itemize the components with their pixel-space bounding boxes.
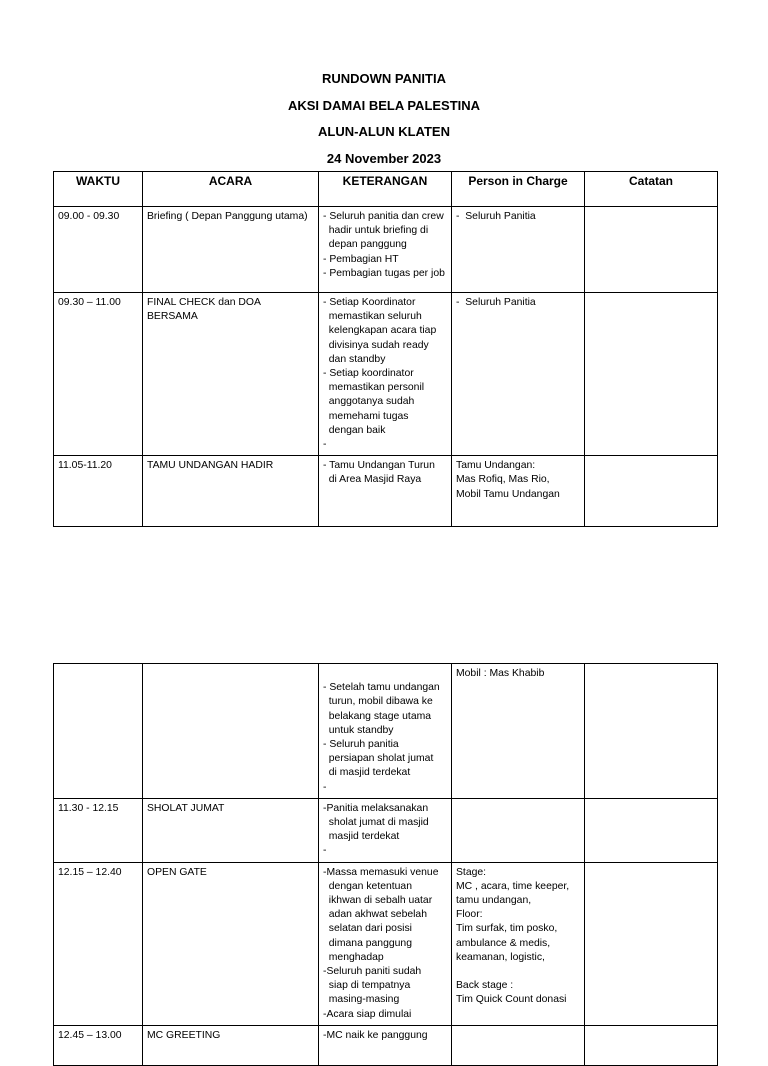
cell-keterangan-line: adan akhwat sebelah xyxy=(323,909,427,921)
cell-keterangan-line: selatan dari posisi xyxy=(323,923,412,935)
cell-keterangan-line: - Setiap koordinator xyxy=(323,368,414,380)
cell-pic-line: Back stage : xyxy=(456,980,514,992)
cell-keterangan-line: depan panggung xyxy=(323,239,407,251)
cell-acara: OPEN GATE xyxy=(143,862,319,1025)
cell-waktu: 09.30 – 11.00 xyxy=(54,293,143,456)
title-line-1: RUNDOWN PANITIA xyxy=(322,71,446,86)
cell-keterangan-line: ikhwan di sebalh uatar xyxy=(323,895,433,907)
cell-pic-line: - Seluruh Panitia xyxy=(456,297,536,308)
cell-keterangan xyxy=(319,456,452,527)
cell-keterangan-line: siap di tempatnya xyxy=(323,980,411,992)
cell-keterangan-line: memastikan personil xyxy=(323,382,425,394)
cell-keterangan-line: memastikan seluruh xyxy=(323,311,422,323)
cell-waktu: 12.15 – 12.40 xyxy=(54,862,143,1025)
cell-keterangan-line: kelengkapan acara tiap xyxy=(323,325,437,337)
cell-keterangan-line: - xyxy=(323,439,327,451)
cell-keterangan-line: - xyxy=(323,781,327,793)
cell-keterangan-line: -Panitia melaksanakan xyxy=(323,802,429,814)
cell-pic xyxy=(452,798,585,862)
cell-acara xyxy=(143,664,319,799)
cell-pic xyxy=(452,862,585,1025)
cell-keterangan-line: memehami tugas xyxy=(323,410,409,422)
cell-pic xyxy=(452,1025,585,1065)
cell-keterangan-line: -Massa memasuki venue xyxy=(323,866,439,878)
cell-keterangan-line: - Tamu Undangan Turun xyxy=(323,460,435,472)
cell-pic-line: Floor: xyxy=(456,909,483,921)
header-keterangan: KETERANGAN xyxy=(319,172,452,207)
cell-keterangan-line: persiapan sholat jumat xyxy=(323,753,434,765)
cell-pic xyxy=(452,456,585,527)
cell-pic-line: Mas Rofiq, Mas Rio, xyxy=(456,474,550,486)
title-line-2: AKSI DAMAI BELA PALESTINA xyxy=(287,97,481,113)
cell-waktu: 09.00 - 09.30 xyxy=(54,207,143,293)
cell-pic-line: - Seluruh Panitia xyxy=(456,211,536,222)
cell-keterangan-line: dengan baik xyxy=(323,424,386,436)
cell-keterangan-line: dimana panggung xyxy=(323,937,412,949)
cell-keterangan-line: -Acara siap dimulai xyxy=(323,1008,412,1020)
cell-keterangan-line: di Area Masjid Raya xyxy=(323,474,422,486)
cell-keterangan-line: anggotanya sudah xyxy=(323,396,415,408)
cell-catatan xyxy=(585,293,718,456)
cell-waktu xyxy=(54,664,143,799)
cell-keterangan-line: sholat jumat di masjid xyxy=(323,817,429,829)
header-catatan: Catatan xyxy=(585,172,718,207)
cell-catatan xyxy=(585,798,718,862)
header-acara: ACARA xyxy=(143,172,319,207)
cell-keterangan-line: hadir untuk briefing di xyxy=(323,225,429,237)
cell-keterangan-line: - Seluruh panitia dan crew xyxy=(323,211,444,222)
cell-pic-line: MC , acara, time keeper, xyxy=(456,880,570,892)
cell-acara: FINAL CHECK dan DOA BERSAMA xyxy=(143,293,319,456)
cell-keterangan-line: dan standby xyxy=(323,353,386,365)
cell-keterangan-line: - Seluruh panitia xyxy=(323,739,399,751)
rundown-table-page-1 xyxy=(53,171,718,527)
cell-waktu: 11.05-11.20 xyxy=(54,456,143,527)
table-header-row xyxy=(54,172,718,207)
document-title-block xyxy=(0,68,768,175)
cell-pic-line xyxy=(456,965,580,979)
cell-keterangan xyxy=(319,798,452,862)
cell-catatan xyxy=(585,1025,718,1065)
cell-keterangan-line: masing-masing xyxy=(323,994,400,1006)
cell-keterangan-line: divisinya sudah ready xyxy=(323,339,429,351)
cell-pic xyxy=(452,293,585,456)
cell-keterangan-line: masjid terdekat xyxy=(323,831,400,843)
cell-keterangan xyxy=(319,862,452,1025)
cell-keterangan xyxy=(319,664,452,799)
cell-acara: MC GREETING xyxy=(143,1025,319,1065)
cell-keterangan xyxy=(319,207,452,293)
cell-keterangan-line: - Pembagian HT xyxy=(323,253,399,265)
cell-pic xyxy=(452,664,585,799)
cell-waktu: 11.30 - 12.15 xyxy=(54,798,143,862)
cell-pic-line: keamanan, logistic, xyxy=(456,951,545,963)
cell-acara: SHOLAT JUMAT xyxy=(143,798,319,862)
cell-keterangan-line: di masjid terdekat xyxy=(323,767,411,779)
cell-keterangan-line: belakang stage utama xyxy=(323,710,432,722)
rundown-table-page-2 xyxy=(53,663,718,1066)
cell-pic-line: ambulance & medis, xyxy=(456,937,551,949)
cell-keterangan-line xyxy=(323,667,447,681)
table-row xyxy=(54,862,718,1025)
cell-pic-line: Mobil Tamu Undangan xyxy=(456,488,560,500)
cell-keterangan-line: - Pembagian tugas per job xyxy=(323,267,445,279)
cell-pic-line: Mobil : Mas Khabib xyxy=(456,668,545,679)
cell-keterangan xyxy=(319,293,452,456)
cell-acara: Briefing ( Depan Panggung utama) xyxy=(143,207,319,293)
table-row xyxy=(54,293,718,456)
cell-keterangan-line: dengan ketentuan xyxy=(323,880,412,892)
cell-keterangan-line: - xyxy=(323,845,327,857)
cell-acara: TAMU UNDANGAN HADIR xyxy=(143,456,319,527)
header-waktu: WAKTU xyxy=(54,172,143,207)
cell-pic-line: Tim surfak, tim posko, xyxy=(456,923,558,935)
cell-waktu: 12.45 – 13.00 xyxy=(54,1025,143,1065)
cell-catatan xyxy=(585,207,718,293)
cell-keterangan-line: -MC naik ke panggung xyxy=(323,1029,428,1041)
cell-catatan xyxy=(585,456,718,527)
table-row xyxy=(54,664,718,799)
table-row xyxy=(54,798,718,862)
cell-pic xyxy=(452,207,585,293)
cell-keterangan-line: - Setelah tamu undangan xyxy=(323,682,440,694)
cell-catatan xyxy=(585,664,718,799)
table-row xyxy=(54,207,718,293)
cell-pic-line: tamu undangan, xyxy=(456,895,532,907)
table-row xyxy=(54,1025,718,1065)
cell-pic-line: Tamu Undangan: xyxy=(456,460,536,472)
cell-pic-line: Tim Quick Count donasi xyxy=(456,994,567,1006)
header-pic: Person in Charge xyxy=(452,172,585,207)
title-date: 24 November 2023 xyxy=(326,151,442,167)
cell-pic-line: Stage: xyxy=(456,866,487,878)
cell-keterangan-line: - Setiap Koordinator xyxy=(323,297,416,308)
cell-keterangan xyxy=(319,1025,452,1065)
cell-catatan xyxy=(585,862,718,1025)
cell-keterangan-line: -Seluruh paniti sudah xyxy=(323,966,422,978)
table-row xyxy=(54,456,718,527)
cell-keterangan-line: turun, mobil dibawa ke xyxy=(323,696,433,708)
cell-keterangan-line: untuk standby xyxy=(323,724,394,736)
cell-keterangan-line: menghadap xyxy=(323,951,384,963)
title-line-3: ALUN-ALUN KLATEN xyxy=(318,124,450,140)
